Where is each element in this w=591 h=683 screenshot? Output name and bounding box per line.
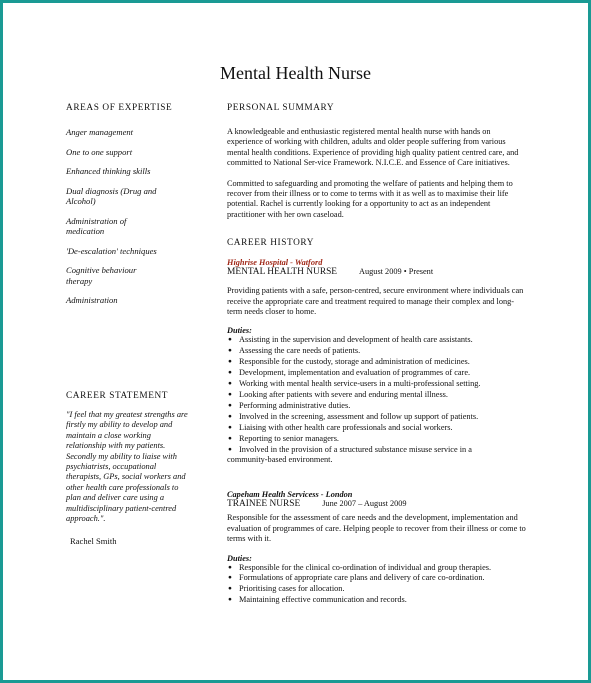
duty-item-continuation: community-based environment. xyxy=(227,455,333,465)
main-column xyxy=(227,103,527,606)
sidebar xyxy=(66,103,196,315)
duty-item: ● Development, implementation and evaluation of programmes of care. xyxy=(227,368,527,379)
duty-item: ● Working with mental health service-users in a multi-professional setting. xyxy=(227,379,527,390)
duty-item: ● Formulations of appropriate care plans and delivery of care co-ordination. xyxy=(227,573,527,584)
duty-item: ● Looking after patients with severe and enduring mental illness. xyxy=(227,390,527,401)
career-statement-heading: CAREER STATEMENT xyxy=(66,391,169,401)
summary-paragraph: Committed to safeguarding and promoting the welfare of patients and helping them to recover from their illness or to come to terms with it as well as to maximise their life potential. Rachel is currently looking for a opportunity to act as an independent practitioner with her own caseload. xyxy=(227,178,513,219)
job-role: MENTAL HEALTH NURSE xyxy=(227,267,338,278)
expertise-item: Dual diagnosis (Drug and Alcohol) xyxy=(66,185,157,206)
job-description: Responsible for the assessment of care needs and the development, implementation and evaluation of programmes of care. Helping people to recover from their illness or come to terms with it. xyxy=(227,513,526,544)
career-history-heading: CAREER HISTORY xyxy=(227,238,315,249)
duty-item: ● Assisting in the supervision and development of health care assistants. xyxy=(227,335,527,346)
resume-title: Mental Health Nurse xyxy=(220,63,371,83)
job-employer: Highrise Hospital - Watford xyxy=(227,258,323,268)
summary-paragraph: A knowledgeable and enthusiastic registered mental health nurse with hands on experience of working with children, adults and older people suffering from various mental health conditions. Experience of providing high quality patient centred care, and committed to National Ser-vice Framework. N.I.C.E. and Essence of Care initiatives. xyxy=(227,127,519,168)
job-role: TRAINEE NURSE xyxy=(227,499,301,510)
duty-item: ● Involved in the screening, assessment and follow up support of patients. xyxy=(227,412,527,423)
expertise-item: Administration xyxy=(66,295,118,305)
signature: Rachel Smith xyxy=(70,536,117,547)
expertise-heading: AREAS OF EXPERTISE xyxy=(66,103,173,113)
career-statement-text: "I feel that my greatest strengths are firstly my ability to develop and maintain a close working relationship with my patients. Secondly my ability to liaise with psychiatrists, occupational therapists, GPs, social workers and other health care professionals to plan and deliver care using a multidisciplinary patient-centred approach.". xyxy=(66,410,188,524)
summary-heading: PERSONAL SUMMARY xyxy=(227,103,335,113)
duty-item: ● Liaising with other health care professionals and social workers. xyxy=(227,423,527,434)
expertise-item: One to one support xyxy=(66,146,133,157)
duty-item: ● Reporting to senior managers. xyxy=(227,434,527,445)
duties-heading: Duties: xyxy=(227,326,252,336)
duty-item: ● Maintaining effective communication and records. xyxy=(227,595,527,606)
expertise-list xyxy=(66,127,196,306)
duty-item: ● Responsible for the clinical co-ordination of individual and group therapies. xyxy=(227,563,527,574)
expertise-item: Enhanced thinking skills xyxy=(66,166,151,176)
duty-item: ● Performing administrative duties. xyxy=(227,401,527,412)
job-title-line xyxy=(227,267,527,277)
duty-item: ● Assessing the care needs of patients. xyxy=(227,346,527,357)
duties-list xyxy=(227,335,527,466)
job-employer: Capeham Health Servicess - London xyxy=(227,490,353,500)
duty-item: ● Involved in the provision of a structured substance misuse service in a xyxy=(227,445,527,456)
resume-page xyxy=(3,3,588,680)
job-dates: August 2009 • Present xyxy=(359,267,434,277)
expertise-item: Administration of medication xyxy=(66,215,127,236)
job-title-line xyxy=(227,499,527,509)
job-description: Providing patients with a safe, person-centred, secure environment where individuals can receive the appropriate care and treatment required to manage their complex and long-term needs closer to home. xyxy=(227,286,524,317)
duties-heading: Duties: xyxy=(227,553,252,563)
expertise-item: 'De-escalation' techniques xyxy=(66,245,157,256)
job-dates: June 2007 – August 2009 xyxy=(322,499,407,509)
duty-item: ● Responsible for the custody, storage and administration of medicines. xyxy=(227,357,527,368)
career-statement xyxy=(66,391,188,546)
expertise-item: Cognitive behaviour therapy xyxy=(66,265,137,286)
duties-list xyxy=(227,563,527,607)
expertise-item: Anger management xyxy=(66,127,134,137)
duty-item: ● Prioritising cases for allocation. xyxy=(227,584,527,595)
